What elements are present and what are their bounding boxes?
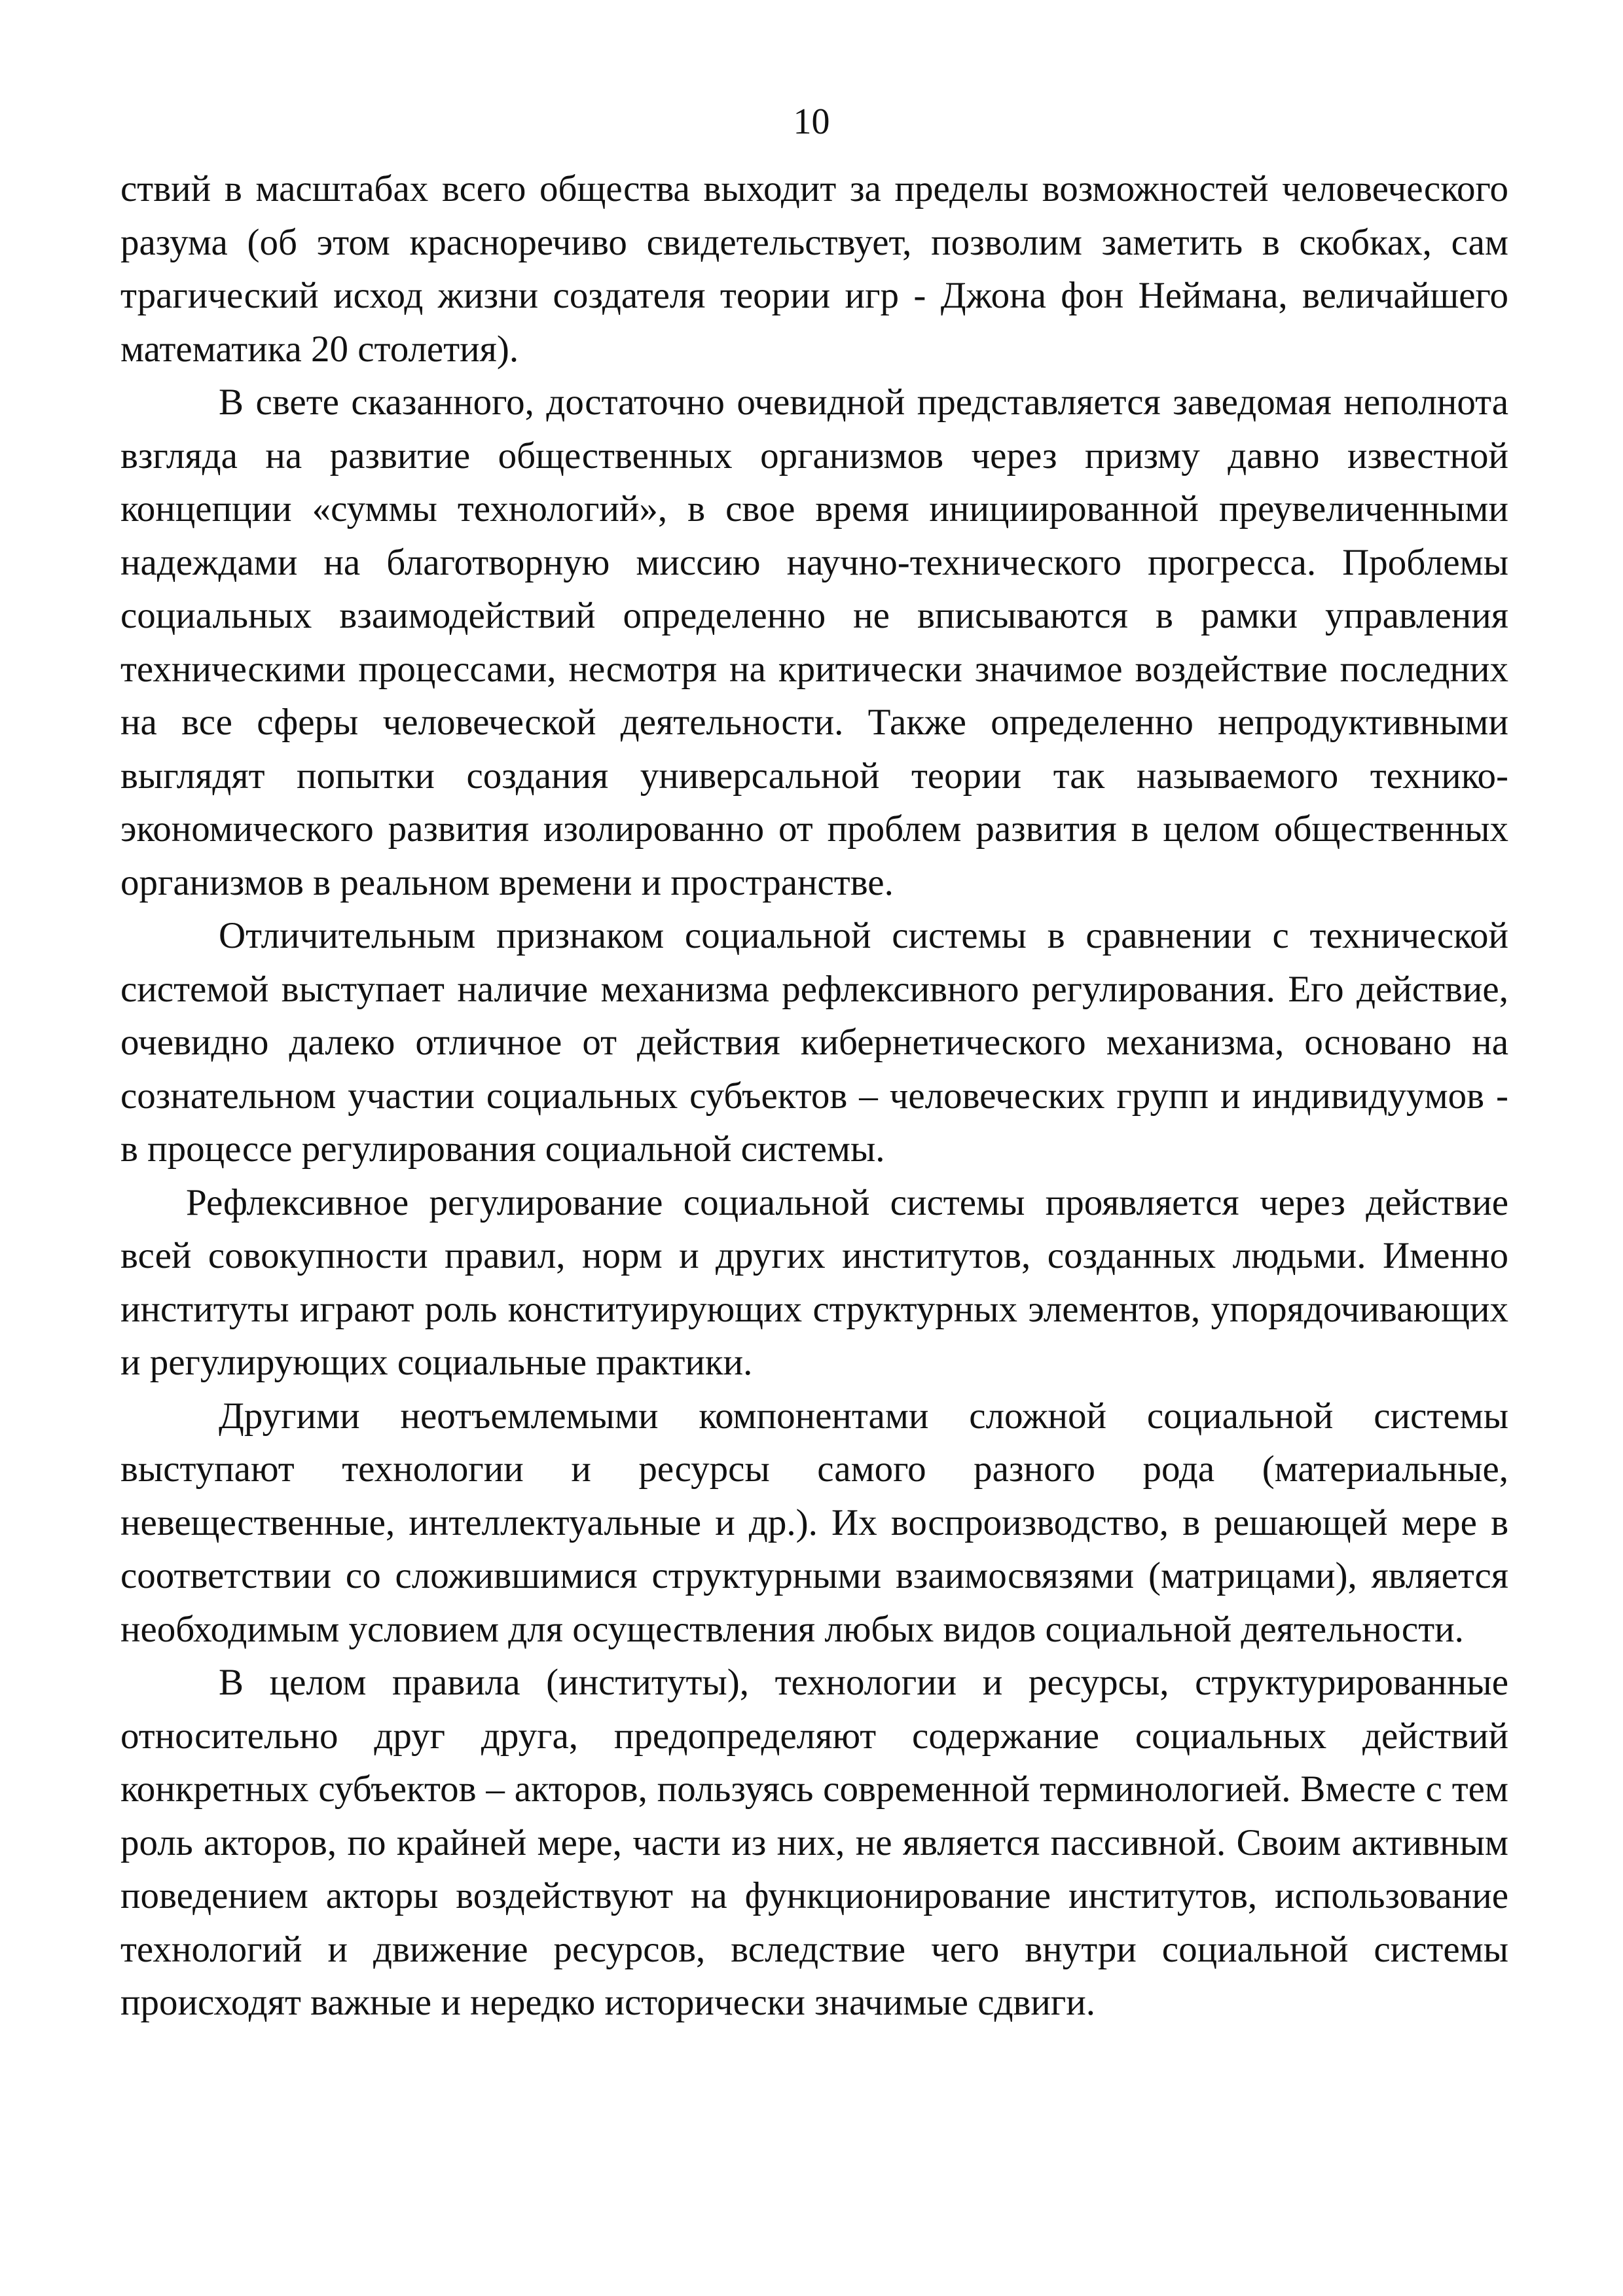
paragraph: Другими неотъемлемыми компонентами сложной социальной системы выступают технологии и ресурсы самого разного рода (материальные, невещественные, интеллектуальные и др.). Их воспроизводство, в решающей мере в соответствии со сложившимися структурными взаимосвязями (матрицами), является необходимым условием для осуществления любых видов социальной деятельности.: [120, 1395, 1508, 1650]
paragraph: В целом правила (институты), технологии и ресурсы, структурированные относительно друг друга, предопределяют содержание социальных действий конкретных субъектов – акторов, пользуясь современной терминологией. Вместе с тем роль акторов, по крайней мере, части из них, не является пассивной. Своим активным поведением акторы воздействуют на функционирование институтов, использование технологий и движение ресурсов, вследствие чего внутри социальной системы происходят важные и нередко исторически значимые сдвиги.: [120, 1662, 1508, 2023]
paragraph: Рефлексивное регулирование социальной системы проявляется через действие всей совокупности правил, норм и других институтов, созданных людьми. Именно институты играют роль конституирующих структурных элементов, упорядочивающих и регулирующих социальные практики.: [120, 1181, 1508, 1383]
text-body: [120, 162, 1508, 2030]
paragraph-continuation: ствий в масштабах всего общества выходит за пределы возможностей человеческого разума (об этом красноречиво свидетельствует, позволим заметить в скобках, сам трагический исход жизни создателя теории игр - Джона фон Неймана, величайшего математика 20 столетия).: [120, 168, 1508, 370]
paragraph: Отличительным признаком социальной системы в сравнении с технической системой выступает наличие механизма рефлексивного регулирования. Его действие, очевидно далеко отличное от действия кибернетического механизма, основано на сознательном участии социальных субъектов – человеческих групп и индивидуумов - в процессе регулирования социальной системы.: [120, 915, 1508, 1170]
paragraph: В свете сказанного, достаточно очевидной представляется заведомая неполнота взгляда на развитие общественных организмов через призму давно известной концепции «суммы технологий», в свое время инициированной преувеличенными надеждами на благотворную миссию научно-технического прогресса. Проблемы социальных взаимодействий определенно не вписываются в рамки управления техническими процессами, несмотря на критически значимое воздействие последних на все сферы человеческой деятельности. Также определенно непродуктивными выглядят попытки создания универсальной теории так называемого технико-экономического развития изолированно от проблем развития в целом общественных организмов в реальном времени и пространстве.: [120, 382, 1508, 903]
page-number: 10: [793, 101, 830, 142]
